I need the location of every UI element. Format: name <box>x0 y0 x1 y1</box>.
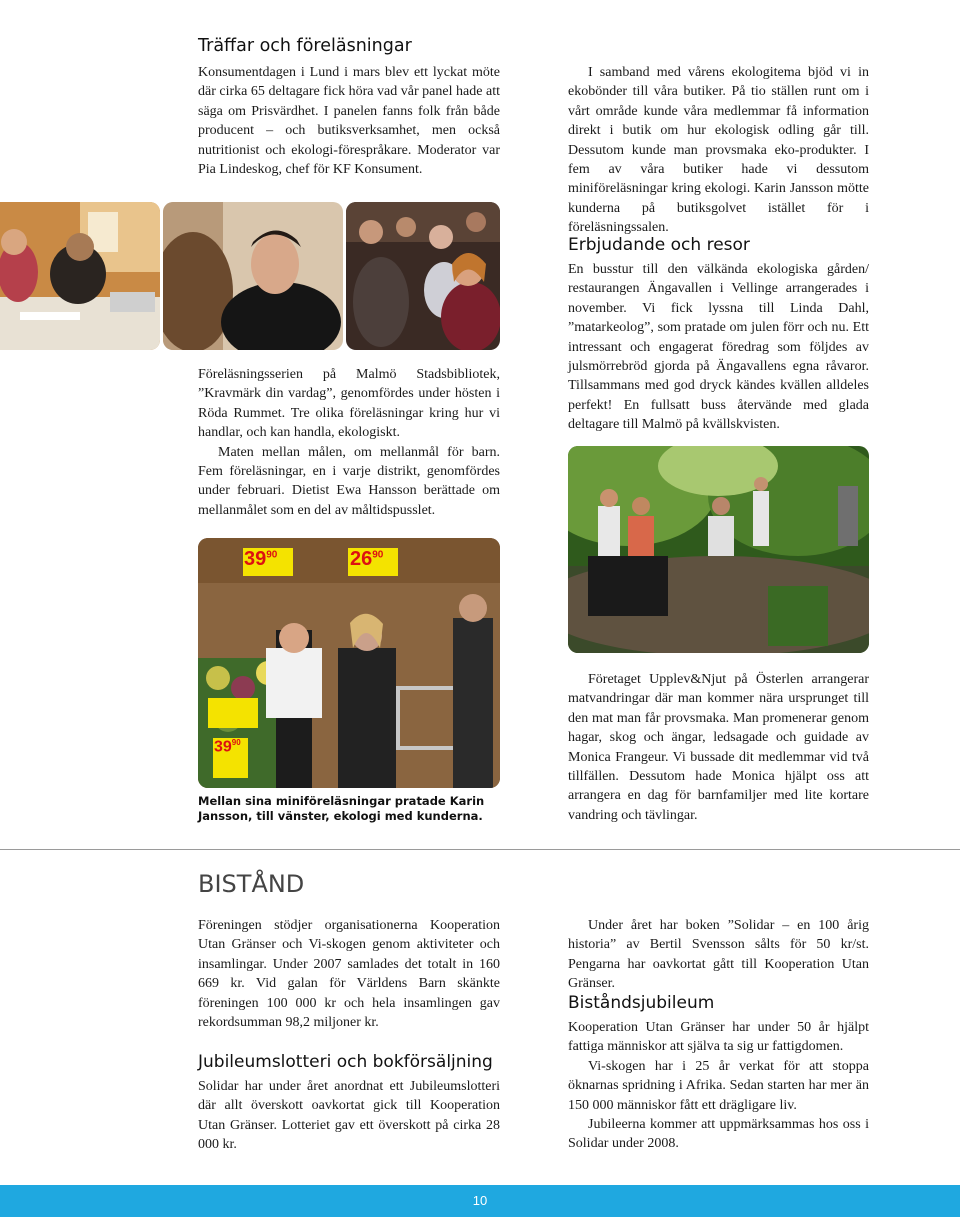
paragraph-bok: Under året har boken ”Solidar – en 100 årig historia” av Bertil Svensson sålts för 50 kr/st. Pengarna har oavkortat gått till Kooperation Utan Gränser. <box>568 918 869 992</box>
heading-lotteri: Jubileumslotteri och bokförsäljning <box>198 1052 493 1072</box>
heading-jubileum: Biståndsjubileum <box>568 993 715 1013</box>
text-upplev <box>568 670 869 825</box>
text-traffar <box>198 63 500 179</box>
price-sign-2-cents: 90 <box>372 549 384 561</box>
paragraph-bistand: Föreningen stödjer organisationerna Kooperation Utan Gränser och Vi-skogen genom aktiviteter och insamlingar. Under 2007 samlades det totalt in 160 669 kr. Vid galan för Världens Barn skänkte föreningen 100 000 kr och hela insamlingen gav rekordsumman 98,2 miljoner kr. <box>198 918 500 1031</box>
text-forelasningsserien <box>198 365 500 520</box>
price-sign-3 <box>214 738 241 756</box>
text-erbjudande <box>568 260 869 435</box>
caption-supermarket: Mellan sina miniföreläsningar pratade Karin Jansson, till vänster, ekologi med kunderna. <box>198 794 485 823</box>
paragraph-forelasningsserien-1: Föreläsningsserien på Malmö Stadsbibliotek, ”Kravmärk din vardag”, genomfördes under hösten i Röda Rummet. Tre olika föreläsningar kring hur vi handlar, och kan handla, ekologiskt. <box>198 367 500 441</box>
text-lotteri <box>198 1077 500 1155</box>
photo-audience-seated <box>346 202 500 350</box>
photo-panel-meeting <box>0 202 160 350</box>
paragraph-lotteri: Solidar har under året anordnat ett Jubileumslotteri där allt överskott oavkortat gick till Kooperation Utan Gränser. Lotteriet gav ett överskott på cirka 28 000 kr. <box>198 1079 500 1153</box>
paragraph-jubileum-3: Jubileerna kommer att uppmärksammas hos oss i Solidar under 2008. <box>568 1117 869 1152</box>
price-sign-1-cents: 90 <box>266 549 278 561</box>
paragraph-forelasningsserien-2: Maten mellan målen, om mellanmål för barn. Fem föreläsningar, en i varje distrikt, genomfördes under februari. Dietist Ewa Hansson berättade om mellanmålet som en del av måltidspusslet. <box>198 444 500 518</box>
paragraph-ekologitema: I samband med vårens ekologitema bjöd vi in ekobönder till våra butiker. På tio ställen runt om i vårt område kunde våra medlemmar få information direkt i butik om hur ekologisk odling går till. Dessutom kunde man provsmaka eko-produkter. I fem av våra butiker hade vi dessutom miniföreläsningar kring ekologi. Karin Jansson mötte kunderna på butiksgolvet istället för i föreläsningssalen. <box>568 65 869 236</box>
paragraph-upplev: Företaget Upplev&Njut på Österlen arrangerar matvandringar där man kommer nära ursprunget till den mat man får provsmaka. Man promenerar genom hagar, skog och ängar, ledsagade och guidade av Monica Frangeur. Vi bussade dit medlemmar vid två tillfällen. Dessutom hade Monica hjälpt oss att arrangera en dag för barnfamiljer med lite kortare vandring och tävlingar. <box>568 672 869 823</box>
page-number: 10 <box>472 1193 488 1208</box>
paragraph-jubileum-1: Kooperation Utan Gränser har under 50 år hjälpt fattiga människor att själva ta sig ur fattigdomen. <box>568 1020 869 1055</box>
price-sign-3-value: 39 <box>214 738 232 756</box>
price-sign-2-value: 26 <box>350 548 373 570</box>
paragraph-traffar: Konsumentdagen i Lund i mars blev ett lyckat möte där cirka 65 deltagare fick höra vad vår panel hade att säga om Prisvärdhet. I panelen fanns folk från både producent – och butiksverksamhet, men också nutritionist och ekologi-förespråkare. Moderator var Pia Lindeskog, chef för KF Konsument. <box>198 65 500 178</box>
section-divider <box>0 849 960 850</box>
paragraph-jubileum-2: Vi-skogen har i 25 år verkat för att stoppa öknarnas spridning i Afrika. Sedan starten har mer än 150 000 människor fått ett drägligare liv. <box>568 1058 869 1113</box>
text-bok <box>568 916 869 994</box>
price-sign-2 <box>350 548 383 571</box>
photo-forest-walk <box>568 446 869 653</box>
price-sign-3-cents: 90 <box>231 738 241 747</box>
photo-audience-man <box>163 202 343 350</box>
text-bistand <box>198 916 500 1032</box>
paragraph-erbjudande: En busstur till den välkända ekologiska gården/ restaurangen Ängavallen i Vellinge arrangerades i november. Vi fick lyssna till Linda Dahl, ”matarkeolog”, som pratade om julen förr och nu. Ett intressant och engagerat föredrag som följdes av julsmörrebröd gjorda på Ängavallens egna råvaror. Tillsammans med god dryck kändes kvällen alldeles perfekt! En fullsatt buss återvände med glada deltagare till Malmö på kvällskvisten. <box>568 262 869 433</box>
heading-bistand: BISTÅND <box>198 870 305 898</box>
footer-bar <box>0 1185 960 1217</box>
text-ekologitema <box>568 63 869 238</box>
photo-supermarket <box>198 538 500 788</box>
heading-erbjudande: Erbjudande och resor <box>568 235 750 255</box>
text-jubileum <box>568 1018 869 1154</box>
heading-traffar: Träffar och föreläsningar <box>198 36 412 56</box>
price-sign-1-value: 39 <box>244 548 267 570</box>
price-sign-1 <box>244 548 277 571</box>
